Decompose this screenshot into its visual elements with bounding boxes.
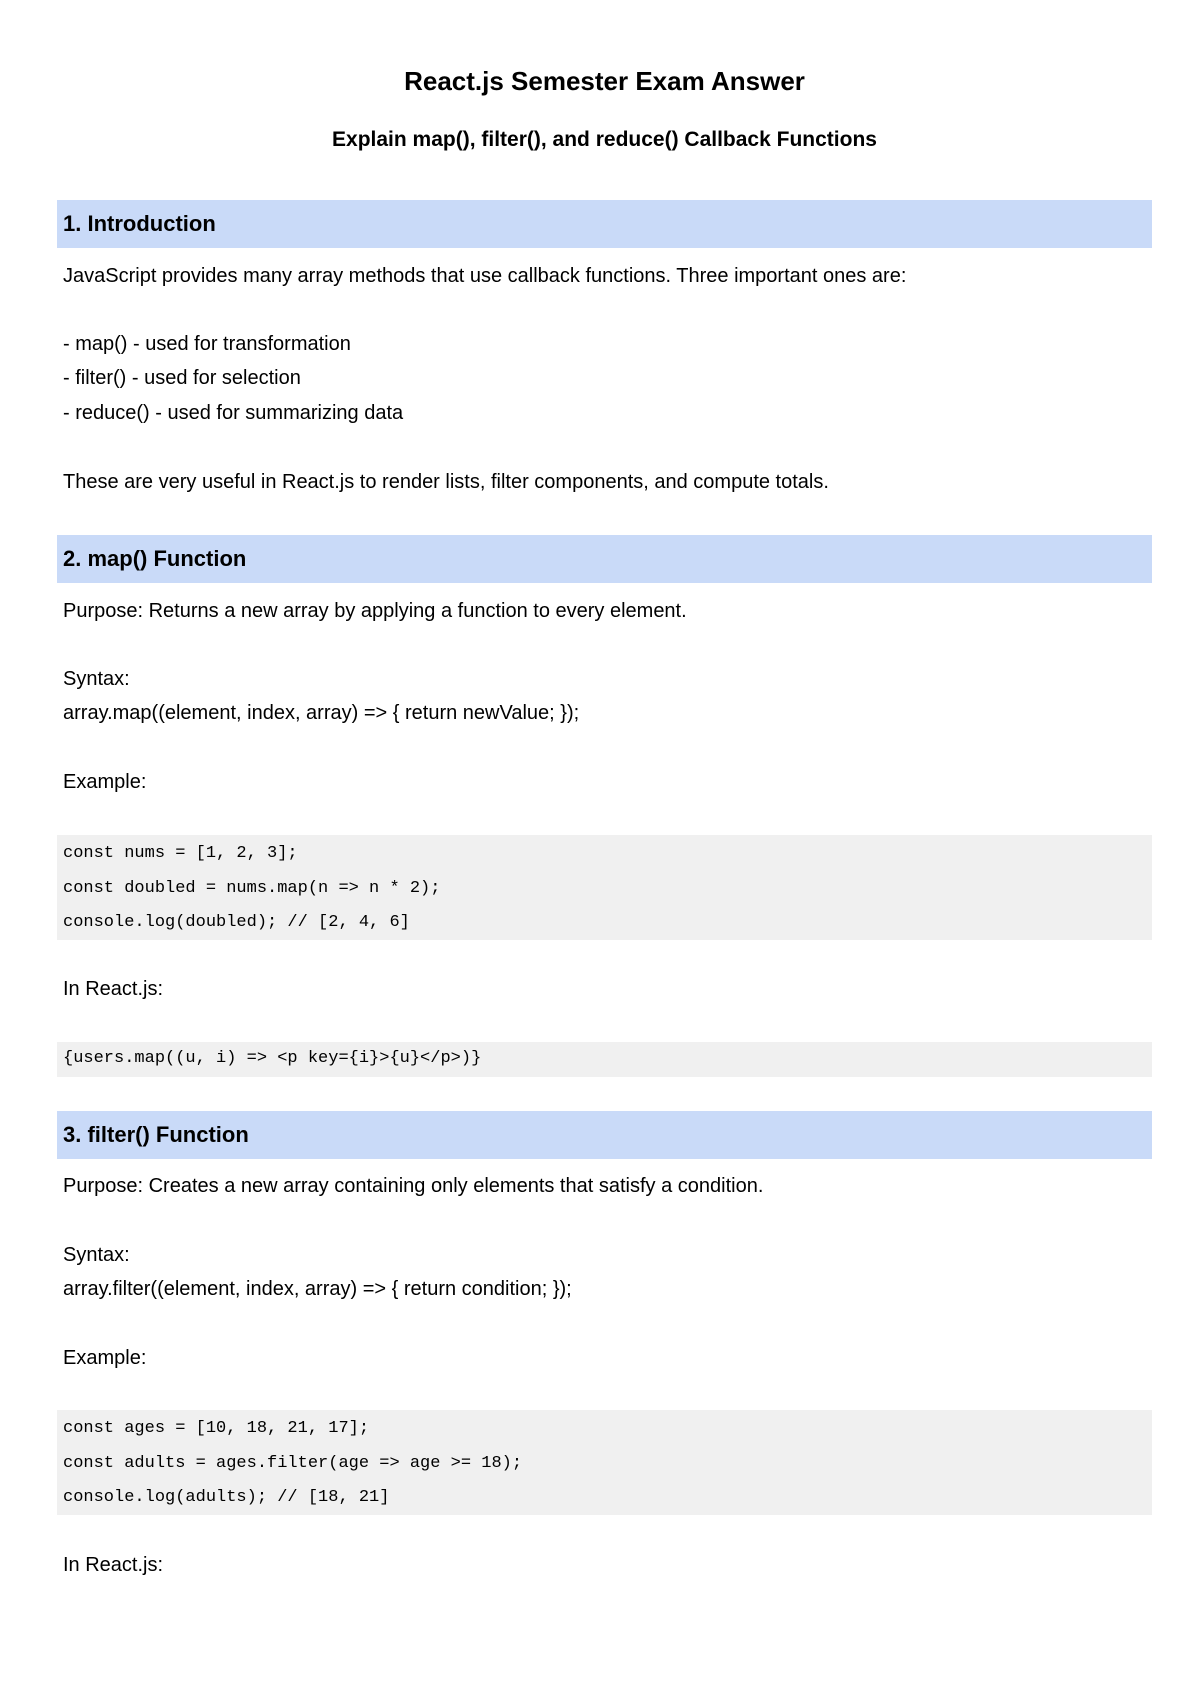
filter-example-label: Example:: [63, 1347, 147, 1369]
document-title: React.js Semester Exam Answer: [404, 66, 805, 96]
section-heading-introduction: 1. Introduction: [57, 200, 1152, 248]
code-line: console.log(adults); // [18, 21]: [63, 1488, 390, 1507]
bullet-map: - map() - used for transformation: [63, 333, 351, 355]
code-line: const nums = [1, 2, 3];: [63, 844, 298, 863]
code-line: const doubled = nums.map(n => n * 2);: [63, 879, 441, 898]
map-purpose: Purpose: Returns a new array by applying a function to every element.: [63, 600, 687, 622]
map-syntax: array.map((element, index, array) => { return newValue; });: [63, 702, 580, 724]
code-line: const adults = ages.filter(age => age >= 18);: [63, 1454, 523, 1473]
code-line: const ages = [10, 18, 21, 17];: [63, 1419, 370, 1438]
filter-example-code-block: [57, 1410, 1152, 1515]
map-react-code-block: [57, 1042, 1152, 1077]
code-line: console.log(doubled); // [2, 4, 6]: [63, 913, 410, 932]
section-heading-filter: 3. filter() Function: [57, 1111, 1152, 1159]
map-example-label: Example:: [63, 771, 147, 793]
filter-syntax: array.filter((element, index, array) => { return condition; });: [63, 1278, 572, 1300]
filter-purpose: Purpose: Creates a new array containing only elements that satisfy a condition.: [63, 1175, 764, 1197]
map-syntax-label: Syntax:: [63, 668, 130, 690]
map-react-label: In React.js:: [63, 978, 164, 1000]
map-example-code-block: [57, 835, 1152, 940]
filter-react-label: In React.js:: [63, 1554, 164, 1576]
intro-closing: These are very useful in React.js to render lists, filter components, and compute totals.: [63, 471, 829, 493]
document-subtitle: Explain map(), filter(), and reduce() Callback Functions: [332, 128, 877, 151]
bullet-reduce: - reduce() - used for summarizing data: [63, 402, 404, 424]
intro-paragraph: JavaScript provides many array methods that use callback functions. Three important ones are:: [63, 265, 907, 287]
filter-syntax-label: Syntax:: [63, 1244, 130, 1266]
section-heading-map: 2. map() Function: [57, 535, 1152, 583]
bullet-filter: - filter() - used for selection: [63, 367, 301, 389]
code-line: {users.map((u, i) => <p key={i}>{u}</p>)}: [63, 1049, 482, 1068]
